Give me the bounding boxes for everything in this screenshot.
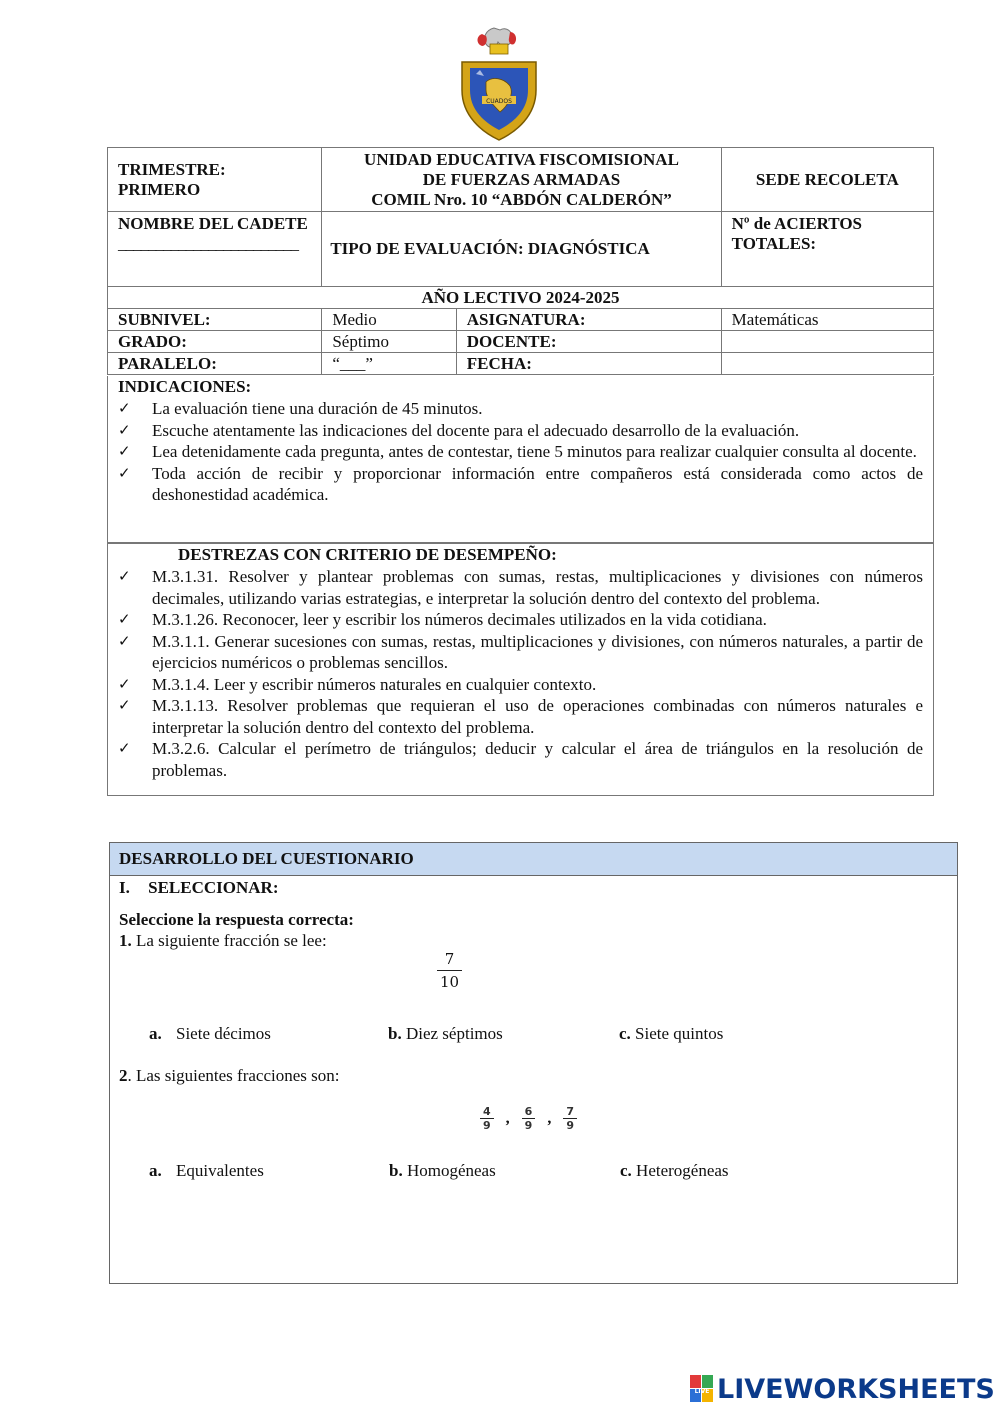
option-letter: a. <box>149 1161 162 1180</box>
checkmark-icon: ✓ <box>118 674 131 693</box>
liveworksheets-logo-icon <box>690 1375 714 1403</box>
paralelo-value[interactable]: “___” <box>322 353 456 375</box>
subnivel-value: Medio <box>322 309 456 331</box>
indicaciones-list <box>108 398 933 506</box>
nombre-label: NOMBRE DEL CADETE <box>118 214 308 233</box>
crest-label: CUADOS <box>486 98 512 105</box>
section-number: I. <box>119 878 130 897</box>
q2-option-b[interactable] <box>389 1160 496 1182</box>
checkmark-icon: ✓ <box>118 420 131 439</box>
section-heading <box>119 877 278 899</box>
liveworksheets-badge-text: LIVE <box>694 1388 710 1395</box>
separator-comma: , <box>547 1109 552 1127</box>
question-1 <box>119 930 327 952</box>
q2-option-a[interactable] <box>149 1160 264 1182</box>
option-letter: a. <box>149 1024 162 1043</box>
destrezas-list <box>108 566 933 781</box>
checkmark-icon: ✓ <box>118 696 131 714</box>
fractions-group <box>480 1105 577 1132</box>
nombre-cell[interactable] <box>108 212 322 287</box>
separator-comma: , <box>505 1109 510 1127</box>
checkmark-icon: ✓ <box>118 399 131 417</box>
q1-option-a[interactable] <box>149 1023 271 1045</box>
question-2 <box>119 1065 339 1087</box>
anio-lectivo-cell: AÑO LECTIVO 2024-2025 <box>108 287 934 309</box>
header-table <box>107 147 934 375</box>
checkmark-icon: ✓ <box>118 463 131 482</box>
list-item: ✓ Toda acción de recibir y proporcionar información entre compañeros está considerada como actos de deshonestidad académica. <box>118 463 923 504</box>
fecha-value[interactable] <box>721 353 933 375</box>
q1-option-c[interactable] <box>619 1023 723 1045</box>
liveworksheets-text: LIVEWORKSHEETS <box>717 1373 995 1405</box>
destrezas-box <box>107 543 934 796</box>
q1-option-b[interactable] <box>388 1023 503 1045</box>
question-2-text: . Las siguientes fracciones son: <box>127 1066 340 1085</box>
list-item: ✓ La evaluación tiene una duración de 45 minutos. <box>118 399 483 418</box>
option-text: Heterogéneas <box>631 1161 729 1180</box>
checkmark-icon: ✓ <box>118 610 131 628</box>
option-text: Diez séptimos <box>401 1024 503 1043</box>
list-item: ✓ M.3.1.31. Resolver y plantear problemas con sumas, restas, multiplicaciones y divisiones con números decimales, utilizando varias estrategias, e interpretar la solución dentro del contexto del problema. <box>118 567 923 608</box>
option-text: Siete décimos <box>176 1024 271 1043</box>
checkmark-icon: ✓ <box>118 739 131 757</box>
option-letter: b. <box>389 1161 403 1180</box>
nombre-blank-line[interactable]: ________________________ <box>118 234 298 253</box>
institution-line-3: COMIL Nro. 10 “ABDÓN CALDERÓN” <box>371 189 672 209</box>
institution-cell <box>322 148 721 212</box>
option-letter: b. <box>388 1024 402 1043</box>
subnivel-label: SUBNIVEL: <box>108 309 322 331</box>
option-letter: c. <box>619 1024 631 1043</box>
list-item: ✓ M.3.1.1. Generar sucesiones con sumas, restas, multiplicaciones y divisiones, con números naturales, a partir de ejercicios numéricos o problemas sencillos. <box>118 631 923 672</box>
fraction-numerator: 7 <box>444 950 455 968</box>
school-crest-logo <box>456 24 542 142</box>
docente-label: DOCENTE: <box>456 331 721 353</box>
q2-option-c[interactable] <box>620 1160 729 1182</box>
tipo-evaluacion-cell: TIPO DE EVALUACIÓN: DIAGNÓSTICA <box>322 212 721 287</box>
checkmark-icon: ✓ <box>118 567 131 585</box>
option-letter: c. <box>620 1161 632 1180</box>
list-item: ✓ M.3.1.13. Resolver problemas que requieran el uso de operaciones combinadas con números naturales e interpretar la solución dentro del contexto del problema. <box>118 696 923 737</box>
aciertos-cell[interactable]: Nº de ACIERTOS TOTALES: <box>721 212 933 287</box>
list-item: ✓ Escuche atentamente las indicaciones del docente para el adecuado desarrollo de la evaluación. <box>118 420 800 440</box>
asignatura-label: ASIGNATURA: <box>456 309 721 331</box>
institution-line-2: DE FUERZAS ARMADAS <box>422 169 621 189</box>
trimestre-cell: TRIMESTRE: PRIMERO <box>108 148 322 212</box>
fraction-6-9: $\frac{6}{9}$ <box>522 1105 536 1132</box>
asignatura-value: Matemáticas <box>721 309 933 331</box>
question-1-text: La siguiente fracción se lee: <box>131 931 327 950</box>
question-2-number: 2 <box>119 1066 128 1085</box>
list-item: ✓ M.3.1.4. Leer y escribir números naturales en cualquier contexto. <box>118 674 597 694</box>
docente-value[interactable] <box>721 331 933 353</box>
destrezas-title: DESTREZAS CON CRITERIO DE DESEMPEÑO: <box>178 545 557 564</box>
paralelo-label: PARALELO: <box>108 353 322 375</box>
option-text: Siete quintos <box>630 1024 724 1043</box>
institution-line-1: UNIDAD EDUCATIVA FISCOMISIONAL <box>364 149 679 169</box>
question-1-number: 1. <box>119 931 132 950</box>
quiz-header: DESARROLLO DEL CUESTIONARIO <box>110 843 957 876</box>
grado-value: Séptimo <box>322 331 456 353</box>
list-item: ✓ Lea detenidamente cada pregunta, antes de contestar, tiene 5 minutos para realizar cualquier consulta al docente. <box>118 442 917 461</box>
option-text: Equivalentes <box>176 1161 264 1180</box>
indicaciones-box <box>107 376 934 543</box>
sede-cell: SEDE RECOLETA <box>721 148 933 212</box>
liveworksheets-watermark <box>690 1373 995 1405</box>
grado-label: GRADO: <box>108 331 322 353</box>
option-text: Homogéneas <box>402 1161 496 1180</box>
fraction-4-9: $\frac{4}{9}$ <box>480 1105 494 1132</box>
indicaciones-title: INDICACIONES: <box>118 377 252 396</box>
list-item: ✓ M.3.2.6. Calcular el perímetro de triángulos; deducir y calcular el área de triángulos en la resolución de problemas. <box>118 739 923 780</box>
fraction-denominator: 10 <box>437 970 462 993</box>
instruction-text: Seleccione la respuesta correcta: <box>119 910 354 929</box>
list-item: ✓ M.3.1.26. Reconocer, leer y escribir los números decimales utilizados en la vida cotidiana. <box>118 610 767 629</box>
fraction-7-10 <box>437 948 462 993</box>
quiz-section <box>109 842 958 1284</box>
fecha-label: FECHA: <box>456 353 721 375</box>
checkmark-icon: ✓ <box>118 631 131 650</box>
section-title: SELECCIONAR: <box>148 878 279 897</box>
fraction-7-9: $\frac{7}{9}$ <box>563 1105 577 1132</box>
checkmark-icon: ✓ <box>118 442 131 460</box>
